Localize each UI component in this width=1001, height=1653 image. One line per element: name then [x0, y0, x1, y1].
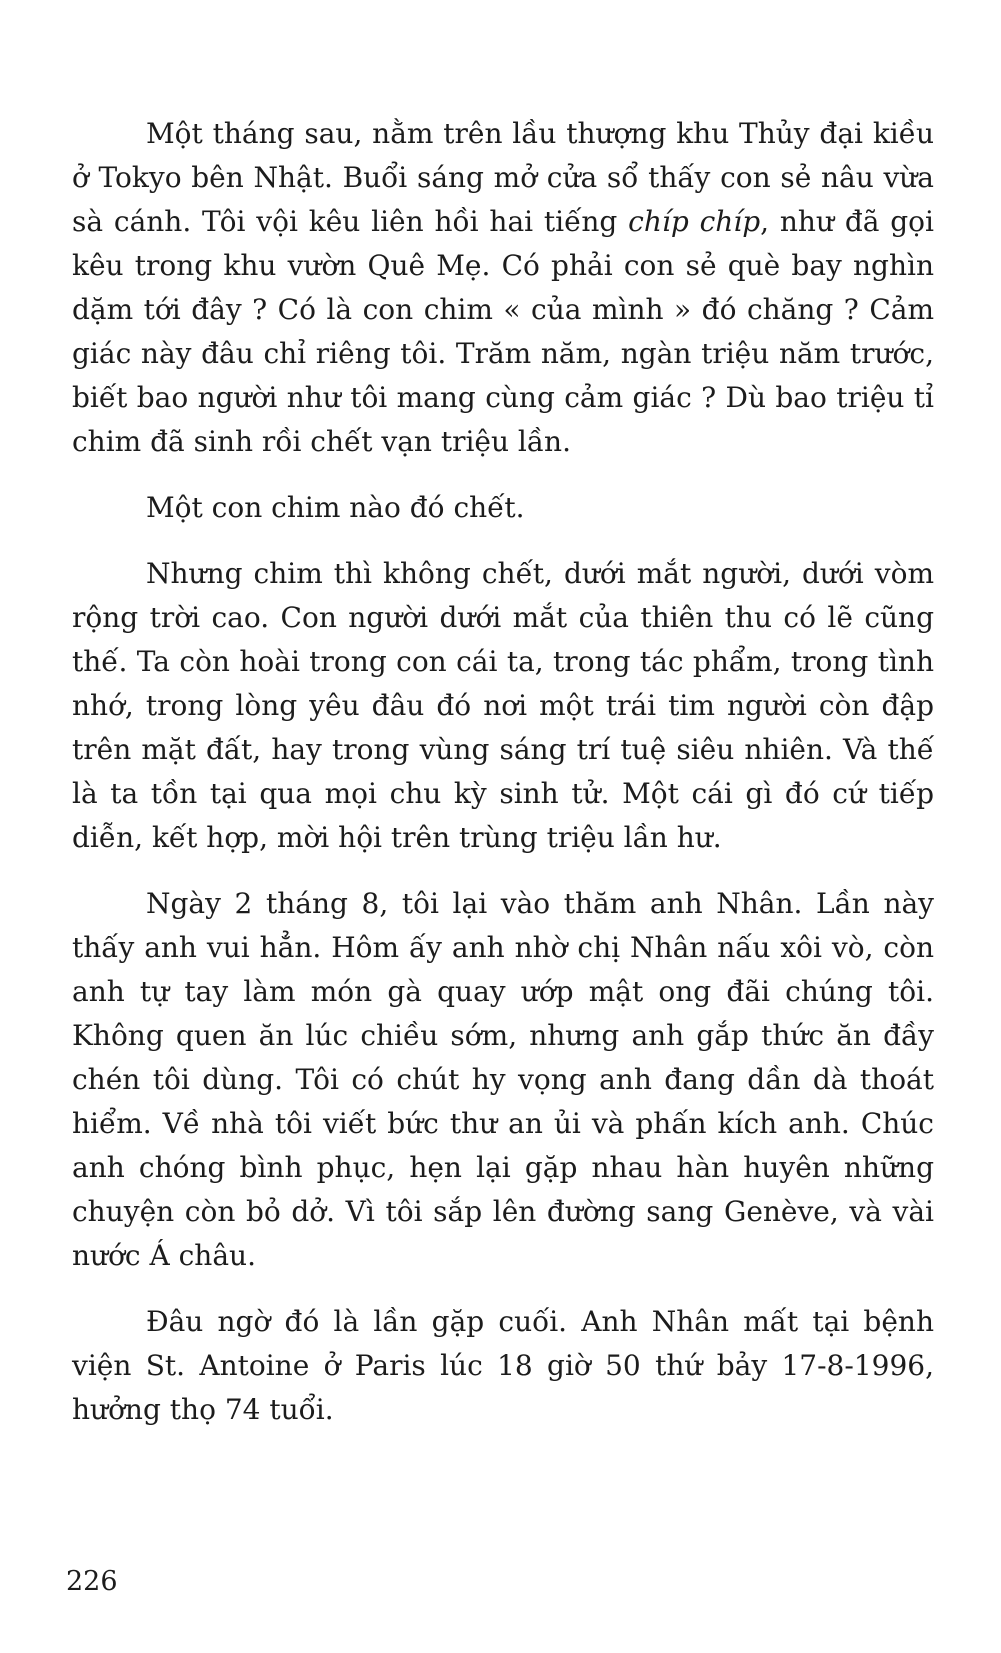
paragraph-1-text-before: Một tháng sau, nằm trên lầu thượng khu Thủy đại kiều ở Tokyo bên Nhật. Buổi sáng mở cửa sổ thấy con sẻ nâu vừa sà cánh. Tôi vội kêu liên hồi hai tiếng [72, 117, 934, 238]
paragraph-1 [72, 112, 934, 464]
paragraph-3: Nhưng chim thì không chết, dưới mắt người, dưới vòm rộng trời cao. Con người dưới mắt của thiên thu có lẽ cũng thế. Ta còn hoài trong con cái ta, trong tác phẩm, trong tình nhớ, trong lòng yêu đâu đó nơi một trái tim người còn đập trên mặt đất, hay trong vùng sáng trí tuệ siêu nhiên. Và thế là ta tồn tại qua mọi chu kỳ sinh tử. Một cái gì đó cứ tiếp diễn, kết hợp, mời hội trên trùng triệu lần hư. [72, 557, 934, 854]
paragraph-1-text-after: , như đã gọi kêu trong khu vườn Quê Mẹ. Có phải con sẻ què bay nghìn dặm tới đây ? Có là con chim « của mình » đó chăng ? Cảm giác này đâu chỉ riêng tôi. Trăm năm, ngàn triệu năm trước, biết bao người như tôi mang cùng cảm giác ? Dù bao triệu tỉ chim đã sinh rồi chết vạn triệu lần. [72, 205, 934, 458]
page-body [72, 112, 934, 1454]
paragraph-5: Đâu ngờ đó là lần gặp cuối. Anh Nhân mất tại bệnh viện St. Antoine ở Paris lúc 18 giờ 50 thứ bảy 17-8-1996, hưởng thọ 74 tuổi. [72, 1305, 934, 1426]
paragraph-4: Ngày 2 tháng 8, tôi lại vào thăm anh Nhân. Lần này thấy anh vui hẳn. Hôm ấy anh nhờ chị Nhân nấu xôi vò, còn anh tự tay làm món gà quay ướp mật ong đãi chúng tôi. Không quen ăn lúc chiều sớm, nhưng anh gắp thức ăn đầy chén tôi dùng. Tôi có chút hy vọng anh đang dần dà thoát hiểm. Về nhà tôi viết bức thư an ủi và phấn kích anh. Chúc anh chóng bình phục, hẹn lại gặp nhau hàn huyên những chuyện còn bỏ dở. Vì tôi sắp lên đường sang Genève, và vài nước Á châu. [72, 887, 934, 1272]
paragraph-2: Một con chim nào đó chết. [146, 491, 525, 524]
page-number: 226 [66, 1566, 118, 1597]
paragraph-1-italic: chíp chíp [628, 205, 761, 238]
